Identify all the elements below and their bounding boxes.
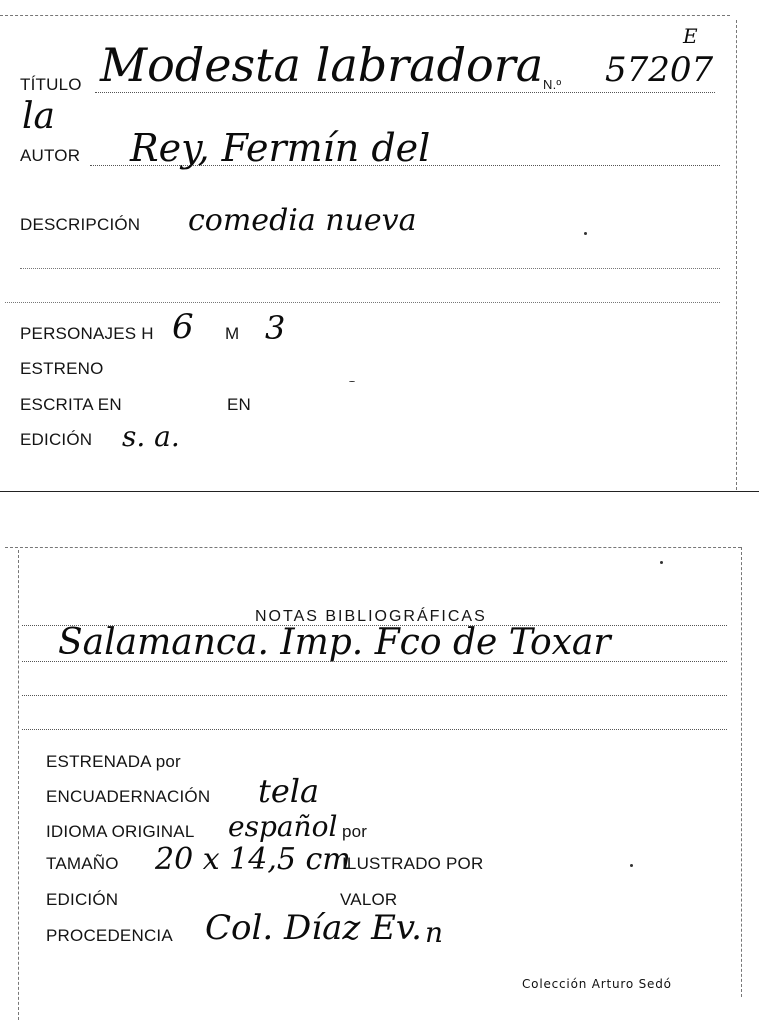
title-value: Modesta labradora xyxy=(100,38,544,92)
notes-value: Salamanca. Imp. Fco de Toxar xyxy=(58,622,611,663)
scan-speck xyxy=(660,561,663,564)
written-en-label: EN xyxy=(227,395,252,414)
binding-value: tela xyxy=(258,772,320,810)
notes-heading: NOTAS BIBLIOGRÁFICAS xyxy=(255,608,487,625)
original-language-label: IDIOMA ORIGINAL xyxy=(46,822,195,841)
number-mark: E xyxy=(683,24,698,48)
scan-speck xyxy=(584,232,587,235)
provenance-extra: n xyxy=(425,916,444,949)
description-value: comedia nueva xyxy=(188,203,417,238)
edition-value: s. a. xyxy=(122,420,180,453)
author-label: AUTOR xyxy=(20,146,81,165)
title-label: TÍTULO xyxy=(20,75,82,94)
size-value: 20 x 14,5 cm xyxy=(155,842,351,877)
characters-h-value: 6 xyxy=(172,307,194,347)
provenance-label: PROCEDENCIA xyxy=(46,926,173,945)
by-label: por xyxy=(342,822,368,841)
scan-speck xyxy=(630,864,633,867)
size-label: TAMAÑO xyxy=(46,854,119,873)
number-label: N.º xyxy=(543,77,562,92)
characters-h-label: PERSONAJES H xyxy=(20,324,154,343)
premiered-by-label: ESTRENADA por xyxy=(46,752,181,771)
collection-label: Colección Arturo Sedó xyxy=(522,977,672,991)
number-value: 57207 xyxy=(605,50,714,90)
scan-speck xyxy=(349,381,355,382)
original-language-value: español xyxy=(228,810,338,843)
author-value: Rey, Fermín del xyxy=(130,126,431,170)
binding-label: ENCUADERNACIÓN xyxy=(46,787,211,806)
written-in-label: ESCRITA EN xyxy=(20,395,122,414)
value-label: VALOR xyxy=(340,890,398,909)
edition-label: EDICIÓN xyxy=(20,430,93,449)
characters-m-value: 3 xyxy=(265,309,286,347)
illustrated-label: ILUSTRADO POR xyxy=(342,854,484,873)
premiere-label: ESTRENO xyxy=(20,359,104,378)
description-label: DESCRIPCIÓN xyxy=(20,215,141,234)
title-prefix: la xyxy=(22,96,55,137)
provenance-value: Col. Díaz Ev. xyxy=(205,908,422,948)
characters-m-label: M xyxy=(225,324,240,343)
edition-label-2: EDICIÓN xyxy=(46,890,119,909)
